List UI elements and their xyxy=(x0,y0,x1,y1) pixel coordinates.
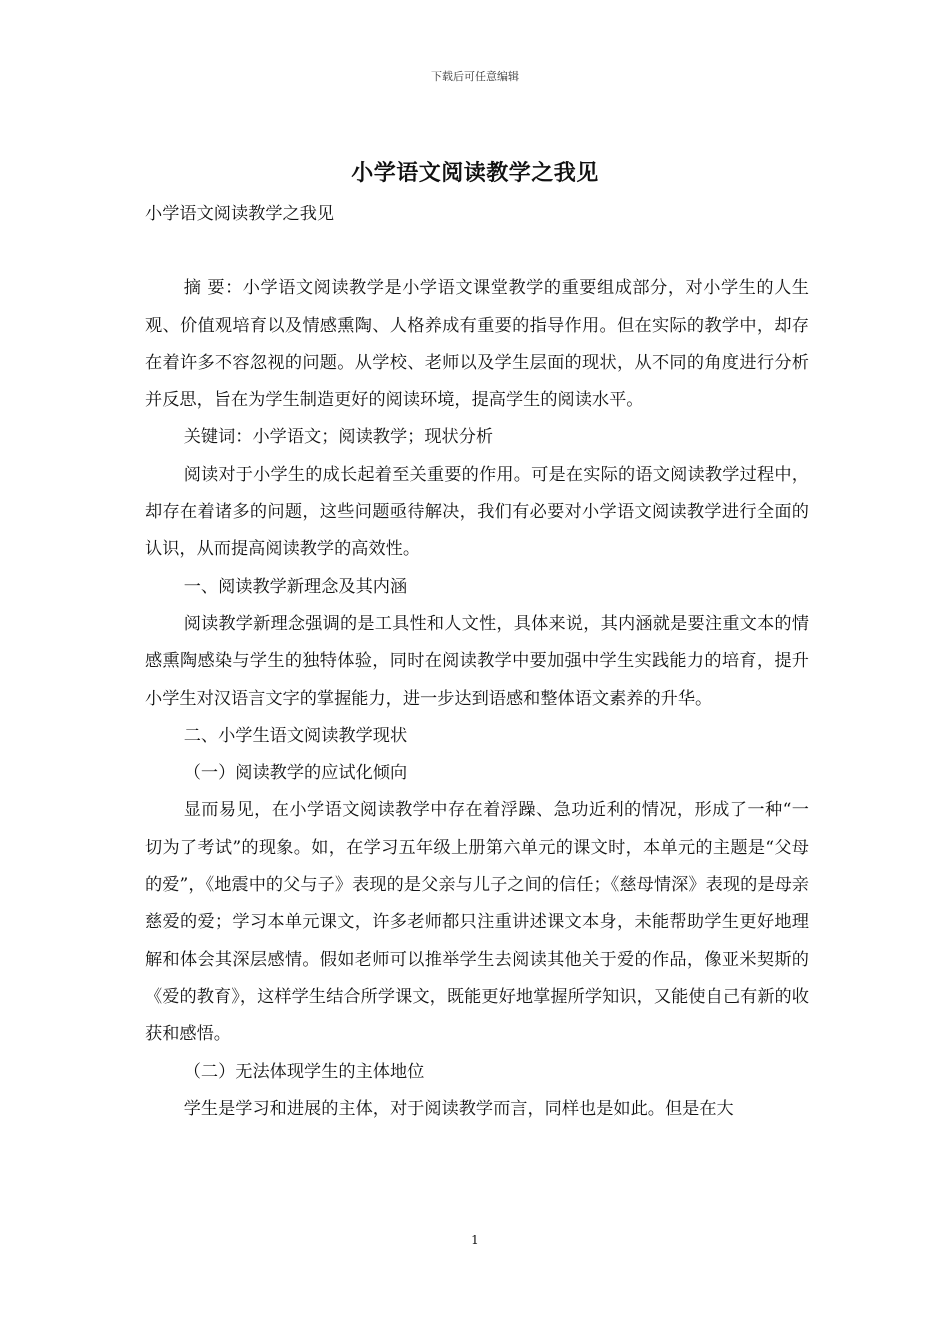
page-number: 1 xyxy=(471,1233,479,1247)
section-heading-2: 二、小学生语文阅读教学现状 xyxy=(183,725,408,746)
page-header-note: 下载后可任意编辑 xyxy=(431,70,519,83)
subsection-heading-2-1: （一）阅读教学的应试化倾向 xyxy=(183,763,408,784)
subsection-2-1-paragraph: 显而易见，在小学语文阅读教学中存在着浮躁、急功近利的情况，形成了一种“一切为了考试”的现象。如，在学习五年级上册第六单元的课文时，本单元的主题是“父母的爱”，《地震中的父与子》表现的是父亲与儿子之间的信任；《慈母情深》表现的是母亲慈爱的爱；学习本单元课文，许多老师都只注重讲述课文本身，未能帮助学生更好地理解和体会其深层感情。假如老师可以推举学生去阅读其他关于爱的作品，像亚米契斯的《爱的教育》，这样学生结合所学课文，既能更好地掌握所学知识，又能使自己有新的收获和感悟。 xyxy=(145,800,809,1045)
blank-line xyxy=(145,233,809,270)
keywords-line: 关键词：小学语文；阅读教学；现状分析 xyxy=(183,427,494,448)
section-heading-1: 一、阅读教学新理念及其内涵 xyxy=(183,576,408,597)
document-title: 小学语文阅读教学之我见 xyxy=(351,160,599,186)
document-subtitle: 小学语文阅读教学之我见 xyxy=(145,204,335,224)
abstract-paragraph: 摘 要：小学语文阅读教学是小学语文课堂教学的重要组成部分，对小学生的人生观、价值观培育以及情感熏陶、人格养成有重要的指导作用。但在实际的教学中，却存在着许多不容忽视的问题。从学校、老师以及学生层面的现状，从不同的角度进行分析并反思，旨在为学生制造更好的阅读环境，提高学生的阅读水平。 xyxy=(145,278,809,411)
intro-paragraph: 阅读对于小学生的成长起着至关重要的作用。可是在实际的语文阅读教学过程中，却存在着诸多的问题，这些问题亟待解决，我们有必要对小学语文阅读教学进行全面的认识，从而提高阅读教学的高效性。 xyxy=(145,464,809,560)
subsection-2-2-paragraph: 学生是学习和进展的主体，对于阅读教学而言，同样也是如此。但是在大 xyxy=(183,1098,734,1119)
section-1-paragraph: 阅读教学新理念强调的是工具性和人文性，具体来说，其内涵就是要注重文本的情感熏陶感染与学生的独特体验，同时在阅读教学中要加强中学生实践能力的培育，提升小学生对汉语言文字的掌握能力，进一步达到语感和整体语文素养的升华。 xyxy=(145,613,809,709)
subsection-heading-2-2: （二）无法体现学生的主体地位 xyxy=(183,1061,425,1082)
document-body xyxy=(145,196,809,1128)
